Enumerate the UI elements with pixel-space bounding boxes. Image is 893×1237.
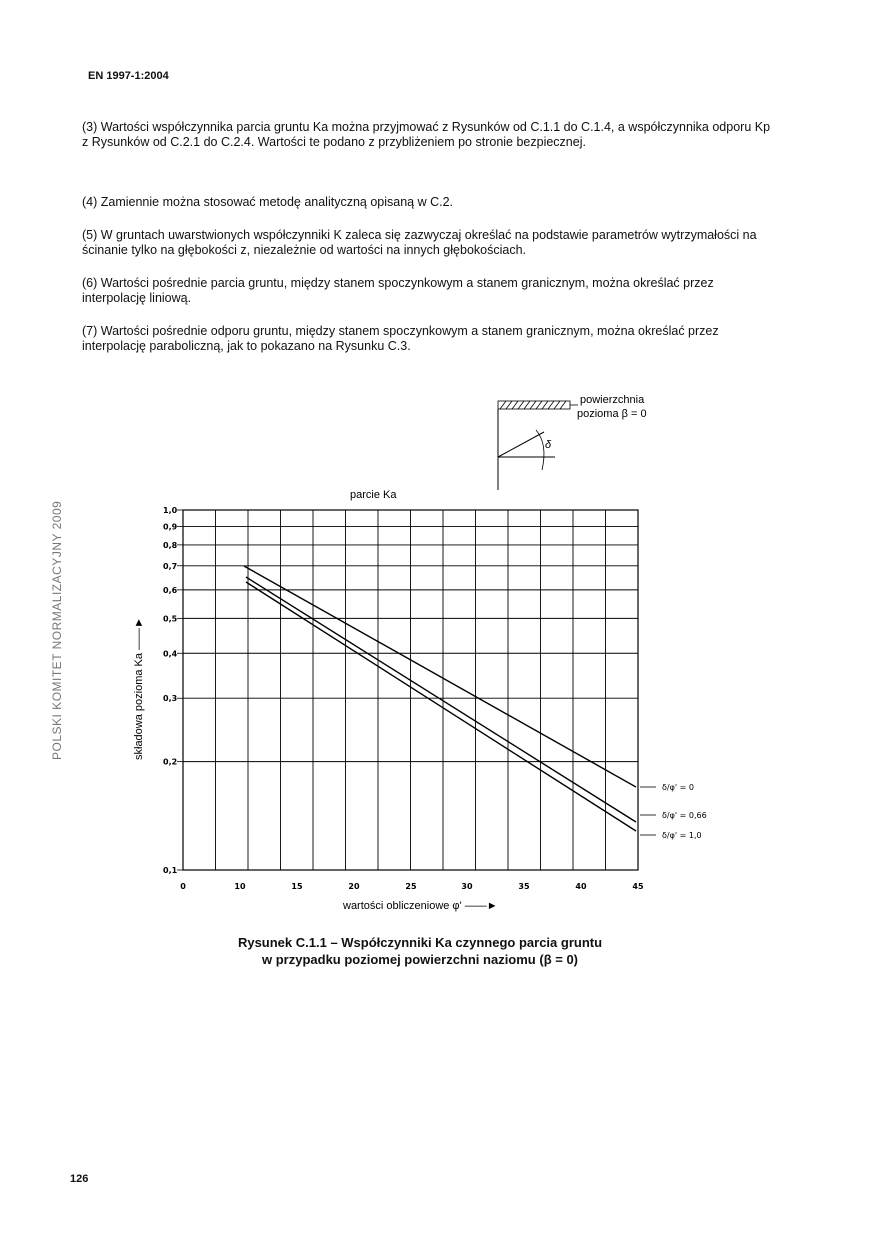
document-code: EN 1997-1:2004 — [88, 70, 169, 82]
series-line — [246, 582, 636, 831]
x-tick-label: 10 — [234, 882, 246, 891]
caption-line-2: w przypadku poziomej powierzchni naziomu (β = 0) — [262, 952, 578, 967]
figure-caption — [180, 934, 660, 968]
x-tick-label: 0 — [180, 882, 186, 891]
y-tick-label: 0,9 — [163, 522, 178, 532]
x-tick-label: 35 — [518, 882, 530, 891]
surface-label-1: powierzchnia — [580, 394, 645, 406]
y-tick-label: 1,0 — [163, 506, 178, 515]
paragraph-7: (7) Wartości pośrednie odporu gruntu, między stanem spoczynkowym a stanem granicznym, można określać przez interpolację paraboliczną, jak to pokazano na Rysunku C.3. — [82, 324, 719, 353]
y-axis-label-text: składowa pozioma Ka ——► — [133, 617, 145, 760]
x-tick-label: 30 — [461, 882, 473, 891]
y-axis-label — [133, 617, 145, 760]
chart-legend — [640, 783, 707, 840]
surface-diagram — [498, 394, 647, 490]
sidebar-watermark: POLSKI KOMITET NORMALIZACYJNY 2009 — [50, 500, 64, 760]
chart-title: parcie Ka — [350, 489, 397, 501]
x-tick-label: 15 — [291, 882, 303, 891]
paragraph-6: (6) Wartości pośrednie parcia gruntu, między stanem spoczynkowym a stanem granicznym, można określać przez interpolację liniową. — [82, 276, 714, 305]
caption-line-1: Rysunek C.1.1 – Współczynniki Ka czynnego parcia gruntu — [237, 935, 603, 950]
x-tick-label: 20 — [348, 882, 360, 891]
x-tick-labels — [180, 882, 644, 891]
x-tick-label: 25 — [405, 882, 417, 891]
paragraph-3: (3) Wartości współczynnika parcia gruntu Ka można przyjmować z Rysunków od C.1.1 do C.1.4, a współczynnika odporu Kp z Rysunków od C.2.1 do C.2.4. Wartości te podano z przybliżeniem po stronie bezpiecznej. — [82, 120, 771, 149]
x-tick-label: 45 — [632, 882, 644, 891]
y-tick-label: 0,5 — [163, 614, 178, 624]
y-tick-label: 0,3 — [163, 694, 178, 704]
legend-label: δ/φ' = 0 — [662, 783, 694, 792]
page-number: 126 — [70, 1173, 89, 1185]
x-tick-label: 40 — [575, 882, 587, 891]
series-line — [246, 577, 636, 822]
paragraph-4: (4) Zamiennie można stosować metodę analityczną opisaną w C.2. — [82, 195, 454, 209]
legend-label: δ/φ' = 1,0 — [662, 831, 702, 840]
legend-label: δ/φ' = 0,66 — [662, 811, 707, 820]
chart-grid — [183, 510, 638, 870]
surface-label-2: pozioma β = 0 — [577, 408, 647, 420]
y-tick-label: 0,1 — [163, 866, 178, 875]
force-line — [498, 432, 544, 457]
y-tick-label: 0,2 — [163, 757, 178, 767]
y-tick-label: 0,4 — [163, 649, 178, 659]
y-tick-labels — [163, 506, 183, 875]
y-tick-label: 0,8 — [163, 540, 178, 550]
y-tick-label: 0,7 — [163, 561, 178, 571]
series-line — [244, 566, 636, 787]
paragraph-5: (5) W gruntach uwarstwionych współczynniki K zaleca się zazwyczaj określać na podstawie parametrów wytrzymałości na ścinanie tylko na głębokości z, niezależnie od wartości na innych głębokościach. — [82, 228, 757, 257]
x-axis-label: wartości obliczeniowe φ' ——► — [343, 900, 498, 912]
delta-symbol: δ — [545, 439, 552, 451]
y-tick-label: 0,6 — [163, 585, 178, 595]
